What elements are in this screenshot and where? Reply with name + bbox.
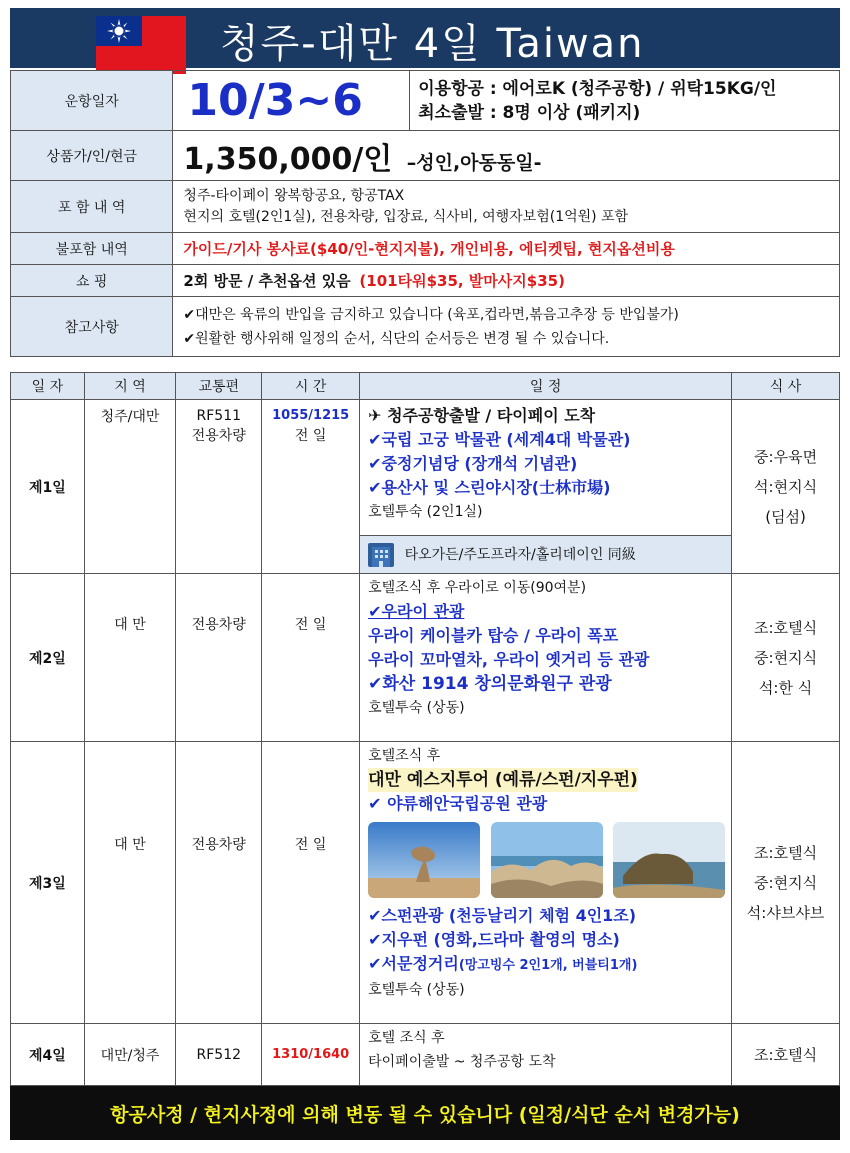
meal-item: 조:호텔식 [732,1024,840,1086]
meal-item: 석:한 식 [758,678,813,697]
day-row-4 [11,1024,840,1086]
meal-item: 조:호텔식 [754,843,818,862]
itinerary-line: 호텔투숙 (2인1실) [368,504,483,520]
schedule-header [11,373,840,400]
day-time: 1055/1215 [272,408,350,423]
itinerary-line: 호텔조식 후 우라이로 이동(90여분) [368,580,587,596]
meal-item: 중:현지식 [754,648,818,667]
itinerary-line: 호텔조식 후 [368,748,441,764]
itinerary-line: 호텔투숙 (상동) [368,700,465,716]
itinerary-line: ✔국립 고궁 박물관 (세계4대 박물관) [368,430,631,449]
shopping-prefix: 2회 방문 / 추천옵션 있음 [183,272,351,290]
meal-item: (딤섬) [765,507,806,526]
include-line-2: 현지의 호텔(2인1실), 전용차량, 입장료, 식사비, 여행자보험(1억원) 포함 [183,208,629,225]
day-region: 대만/청주 [84,1024,176,1086]
note-1: ✔대만은 육류의 반입을 금지하고 있습니다 (육포,컵라면,볶음고추장 등 반입불가) [183,306,679,323]
day-transport: 전용차량 [191,428,246,444]
exclude-label: 불포함 내역 [11,233,173,265]
flight-date: 10/3~6 [187,75,363,126]
day-label: 제2일 [11,574,85,742]
page-title: 청주-대만 4일 Taiwan [220,21,645,67]
day-transport: RF512 [176,1024,262,1086]
white-sun-icon [107,19,131,43]
shopping-label: 쇼 핑 [11,265,173,297]
day-region: 대 만 [84,742,176,1024]
itinerary-line: 우라이 케이블카 탑승 / 우라이 폭포 [368,626,619,645]
itinerary-line: 대만 예스지투어 (예류/스펀/지우펀) [368,770,638,790]
flight-date-label: 운항일자 [11,71,173,131]
day-transport: 전용차량 [176,742,262,1024]
day-row-3 [11,742,840,1024]
itinerary-line: 타이페이출발 ~ 청주공항 도착 [368,1054,556,1070]
meal-item: 중:우육면 [754,447,818,466]
meal-item: 석:샤브샤브 [746,903,825,922]
exclude-text: 가이드/기사 봉사료($40/인-현지지불), 개인비용, 에티켓팁, 현지옵션비용 [173,233,840,265]
schedule-table [10,372,840,1086]
note-2: ✔원활한 행사위해 일정의 순서, 식단의 순서등은 변경 될 수 있습니다. [183,330,610,347]
taiwan-flag-icon [96,16,186,74]
hotel-name: 타오가든/주도프라자/홀리데이인 同級 [404,546,636,563]
day-time: 전 일 [262,574,360,742]
col-time: 시 간 [262,373,360,400]
day-label: 제4일 [11,1024,85,1086]
day-region: 청주/대만 [84,400,176,574]
day-transport: 전용차량 [176,574,262,742]
itinerary-line: ✔화산 1914 창의문화원구 관광 [368,674,612,694]
col-day: 일 자 [11,373,85,400]
day-label: 제3일 [11,742,85,1024]
itinerary-line: 호텔 조식 후 [368,1030,445,1046]
day-time: 1310/1640 [262,1024,360,1086]
itinerary-line: ✔우라이 관광 [368,602,465,621]
itinerary-line: ✔ 야류해안국립공원 관광 [368,794,548,813]
header-banner [10,8,840,68]
coast-cliff-photo [613,822,725,898]
day-transport: RF511 [196,408,242,424]
itinerary-line: 우라이 꼬마열차, 우라이 옛거리 등 관광 [368,650,650,669]
col-transport: 교통편 [176,373,262,400]
itinerary-line: ✔서문정거리 [368,954,459,973]
airline-line: 이용항공 : 에어로K (청주공항) / 위탁15KG/인 [418,78,777,99]
col-meal: 식 사 [732,373,840,400]
shopping-options: (101타워$35, 발마사지$35) [359,272,565,290]
itinerary-line: ✔스펀관광 (천등날리기 체험 4인1조) [368,906,637,925]
price-note: –성인,아동동일- [406,151,542,174]
itinerary-line: ✔지우펀 (영화,드라마 촬영의 명소) [368,930,620,949]
notes-label: 참고사항 [11,297,173,357]
min-depart-line: 최소출발 : 8명 이상 (패키지) [418,102,641,123]
meal-item: 중:현지식 [754,873,818,892]
photo-strip [368,822,731,902]
itinerary-line: ✈ 청주공항출발 / 타이페이 도착 [368,406,596,425]
hotel-icon [368,543,394,567]
price: 1,350,000/인 [183,141,393,177]
meal-item: 석:현지식 [754,477,818,496]
price-label: 상품가/인/현금 [11,131,173,181]
day-label: 제1일 [11,400,85,574]
itinerary-line: (망고빙수 2인1개, 버블티1개) [458,958,638,973]
itinerary-line: 호텔투숙 (상동) [368,982,465,998]
col-itinerary: 일 정 [360,373,732,400]
include-label: 포 함 내 역 [11,181,173,233]
day-row-2 [11,574,840,742]
footer-notice: 항공사정 / 현지사정에 의해 변동 될 수 있습니다 (일정/식단 순서 변경가능) [10,1086,840,1140]
itinerary-line: ✔중정기념당 (장개석 기념관) [368,454,578,473]
day-row-1 [11,400,840,536]
itinerary-line: ✔용산사 및 스린야시장(士林市場) [368,478,611,497]
col-region: 지 역 [84,373,176,400]
day-time: 전 일 [294,428,327,444]
yehliu-rock-photo [368,822,480,898]
info-table [10,70,840,357]
meal-item: 조:호텔식 [754,618,818,637]
day-time: 전 일 [262,742,360,1024]
day-region: 대 만 [84,574,176,742]
coastal-rocks-photo [491,822,603,898]
include-line-1: 청주-타이페이 왕복항공요, 항공TAX [183,187,405,204]
